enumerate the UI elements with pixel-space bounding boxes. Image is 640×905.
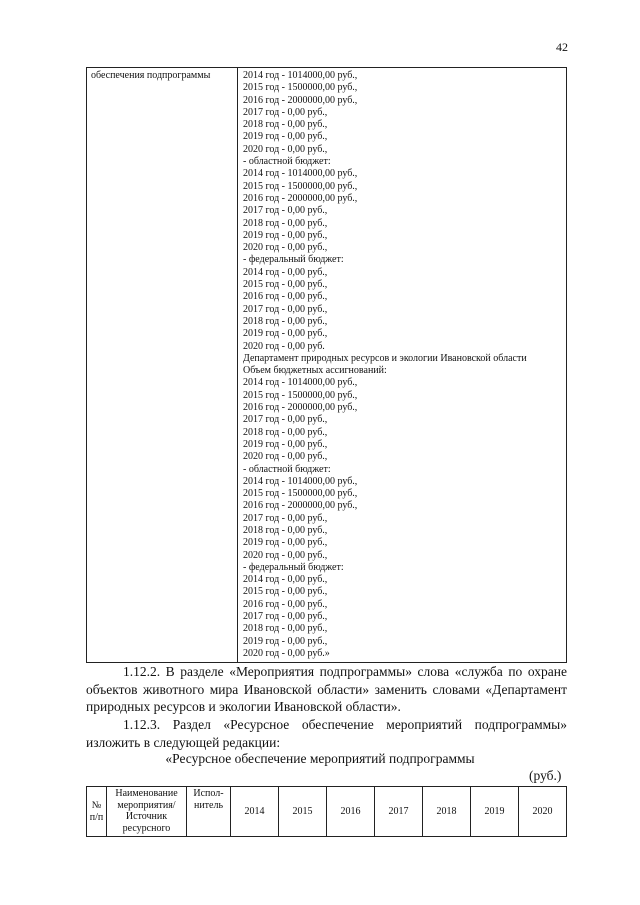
header-year: 2016 [327, 787, 375, 837]
funding-line: 2018 год - 0,00 руб., [243, 623, 328, 635]
funding-table [86, 67, 567, 663]
funding-line: 2019 год - 0,00 руб., [243, 635, 328, 647]
funding-line: - федеральный бюджет: [243, 254, 344, 266]
funding-line: 2019 год - 0,00 руб., [243, 438, 328, 450]
paragraph-1-12-2: 1.12.2. В разделе «Мероприятия подпрограммы» слова «служба по охране объектов животного мира Ивановской области» заменить словами «Департамент природных ресурсов и экологии Ивановской области». [86, 664, 567, 714]
funding-line: 2014 год - 0,00 руб., [243, 574, 328, 586]
section-caption: «Ресурсное обеспечение мероприятий подпрограммы [165, 751, 475, 766]
funding-line: Объем бюджетных ассигнований: [243, 365, 387, 377]
header-name: Наименование мероприятия/ Источник ресурсного [107, 787, 187, 837]
header-year: 2014 [231, 787, 279, 837]
funding-line: 2019 год - 0,00 руб., [243, 131, 328, 143]
funding-line: 2018 год - 0,00 руб., [243, 315, 328, 327]
header-year: 2018 [423, 787, 471, 837]
funding-line: 2020 год - 0,00 руб., [243, 242, 328, 254]
funding-line: 2019 год - 0,00 руб., [243, 328, 328, 340]
header-year: 2015 [279, 787, 327, 837]
funding-line: 2017 год - 0,00 руб., [243, 611, 328, 623]
funding-lines [243, 70, 563, 660]
funding-line: 2017 год - 0,00 руб., [243, 414, 328, 426]
funding-line: 2014 год - 0,00 руб., [243, 266, 328, 278]
funding-line: 2015 год - 0,00 руб., [243, 279, 328, 291]
funding-line: 2015 год - 1500000,00 руб., [243, 488, 358, 500]
funding-line: - областной бюджет: [243, 156, 331, 168]
funding-line: 2015 год - 0,00 руб., [243, 586, 328, 598]
funding-line: 2017 год - 0,00 руб., [243, 205, 328, 217]
funding-line: 2014 год - 1014000,00 руб., [243, 475, 358, 487]
page-number: 42 [556, 40, 568, 54]
funding-line: 2018 год - 0,00 руб., [243, 217, 328, 229]
funding-line: 2015 год - 1500000,00 руб., [243, 180, 358, 192]
funding-line: 2014 год - 1014000,00 руб., [243, 377, 358, 389]
funding-line: 2019 год - 0,00 руб., [243, 229, 328, 241]
paragraph-1-12-3: 1.12.3. Раздел «Ресурсное обеспечение мероприятий подпрограммы» изложить в следующей редакции: [86, 717, 567, 750]
funding-line: 2015 год - 1500000,00 руб., [243, 82, 358, 94]
currency-unit: (руб.) [529, 768, 562, 783]
funding-line: 2016 год - 0,00 руб., [243, 291, 328, 303]
funding-line: 2020 год - 0,00 руб.» [243, 647, 330, 659]
funding-line: 2018 год - 0,00 руб., [243, 524, 328, 536]
funding-line: 2016 год - 0,00 руб., [243, 598, 328, 610]
funding-line: 2016 год - 2000000,00 руб., [243, 500, 358, 512]
funding-line: 2016 год - 2000000,00 руб., [243, 192, 358, 204]
header-year: 2019 [471, 787, 519, 837]
funding-table-label: обеспечения подпрограммы [91, 70, 211, 81]
funding-line: 2016 год - 2000000,00 руб., [243, 94, 358, 106]
funding-line: 2017 год - 0,00 руб., [243, 106, 328, 118]
header-year: 2020 [519, 787, 567, 837]
header-year: 2017 [375, 787, 423, 837]
funding-line: 2018 год - 0,00 руб., [243, 426, 328, 438]
funding-line: 2014 год - 1014000,00 руб., [243, 168, 358, 180]
column-divider [237, 68, 238, 662]
funding-line: 2020 год - 0,00 руб., [243, 143, 328, 155]
funding-line: 2020 год - 0,00 руб., [243, 451, 328, 463]
resource-table [86, 786, 567, 837]
header-executor: Испол-нитель [187, 787, 231, 837]
funding-line: 2019 год - 0,00 руб., [243, 537, 328, 549]
funding-line: Департамент природных ресурсов и экологии Ивановской области [243, 352, 527, 364]
funding-line: 2017 год - 0,00 руб., [243, 512, 328, 524]
funding-line: 2020 год - 0,00 руб., [243, 549, 328, 561]
funding-line: 2017 год - 0,00 руб., [243, 303, 328, 315]
funding-line: 2018 год - 0,00 руб., [243, 119, 328, 131]
funding-line: - федеральный бюджет: [243, 561, 344, 573]
funding-line: 2020 год - 0,00 руб. [243, 340, 325, 352]
funding-line: - областной бюджет: [243, 463, 331, 475]
funding-line: 2016 год - 2000000,00 руб., [243, 402, 358, 414]
funding-line: 2015 год - 1500000,00 руб., [243, 389, 358, 401]
funding-line: 2014 год - 1014000,00 руб., [243, 70, 358, 81]
header-number: № п/п [87, 787, 107, 837]
